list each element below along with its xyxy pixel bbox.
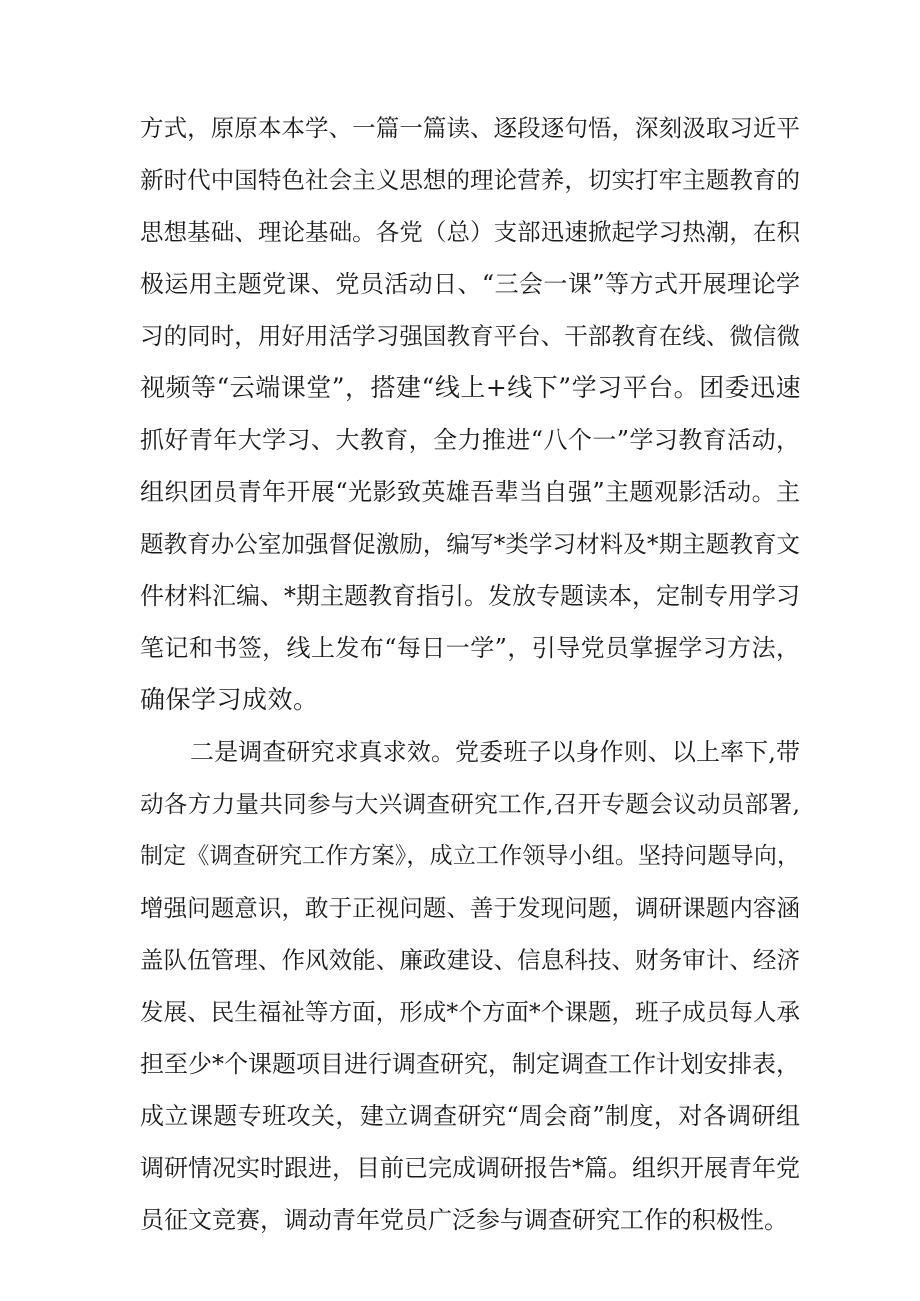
text-line: 新时代中国特色社会主义思想的理论营养，切实打牢主题教育的	[140, 166, 800, 194]
text-line: 担至少*个课题项目进行调查研究，制定调查工作计划安排表，	[140, 1050, 800, 1078]
text-line: 增强问题意识，敢于正视问题、善于发现问题，调研课题内容涵	[140, 894, 800, 922]
text-line: 题教育办公室加强督促激励，编写*类学习材料及*期主题教育文	[140, 530, 800, 558]
text-line: 制定《调查研究工作方案》，成立工作领导小组。坚持问题导向，	[140, 843, 800, 869]
text-line: 发展、民生福祉等方面，形成*个方面*个课题，班子成员每人承	[140, 998, 800, 1026]
text-line: 调研情况实时跟进，目前已完成调研报告*篇。组织开展青年党	[140, 1154, 800, 1182]
text-line: 员征文竞赛，调动青年党员广泛参与调查研究工作的积极性。	[140, 1206, 788, 1234]
text-line: 件材料汇编、*期主题教育指引。发放专题读本，定制专用学习	[140, 582, 800, 610]
text-line: 确保学习成效。	[140, 685, 319, 714]
text-line: 动各方力量共同参与大兴调查研究工作,召开专题会议动员部署,	[140, 790, 800, 818]
text-line: 习的同时，用好用活学习强国教育平台、干部教育在线、微信微	[140, 322, 800, 350]
text-line: 组织团员青年开展“光影致英雄吾辈当自强”主题观影活动。主	[140, 478, 800, 506]
text-line: 方式，原原本本学、一篇一篇读、逐段逐句悟，深刻汲取习近平	[140, 114, 800, 142]
text-line: 笔记和书签，线上发布“每日一学”，引导党员掌握学习方法，	[140, 634, 800, 662]
text-line: 二是调查研究求真求效。党委班子以身作则、以上率下,带	[190, 738, 800, 766]
text-line: 思想基础、理论基础。各党（总）支部迅速掀起学习热潮，在积	[140, 218, 800, 246]
text-line: 盖队伍管理、作风效能、廉政建设、信息科技、财务审计、经济	[140, 946, 800, 974]
text-line: 极运用主题党课、党员活动日、“三会一课”等方式开展理论学	[140, 270, 800, 298]
text-line: 视频等“云端课堂”，搭建“线上+线下”学习平台。团委迅速	[140, 373, 802, 402]
text-line: 抓好青年大学习、大教育，全力推进“八个一”学习教育活动，	[140, 426, 800, 454]
text-line: 成立课题专班攻关，建立调查研究“周会商”制度，对各调研组	[140, 1102, 800, 1130]
